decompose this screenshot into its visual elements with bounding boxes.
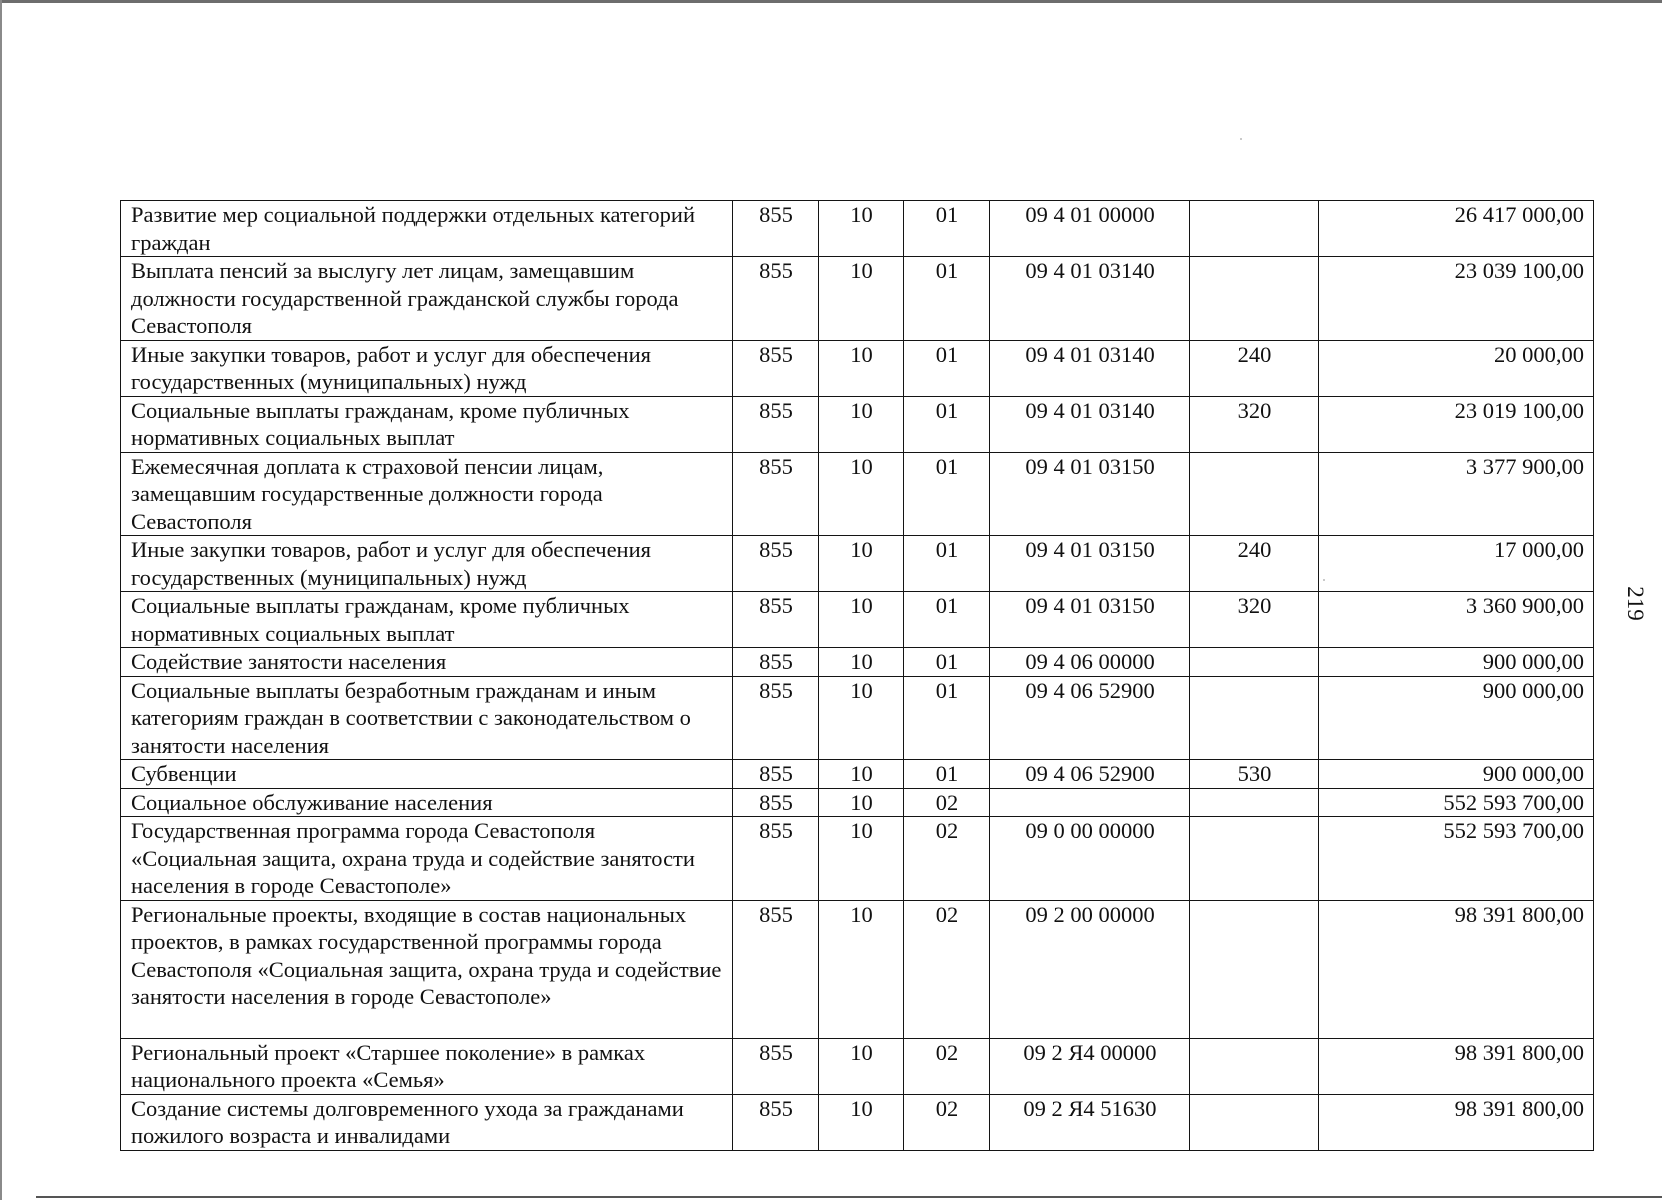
target-article-code: 09 2 Я4 00000: [990, 1038, 1190, 1094]
expense-type-code: [1190, 788, 1319, 817]
section-code: 10: [819, 1094, 904, 1150]
ministry-code: 855: [733, 396, 819, 452]
expense-name: Социальные выплаты безработным гражданам и иным категориям граждан в соответствии с законодательством о занятости населения: [121, 676, 733, 760]
expense-type-code: 320: [1190, 396, 1319, 452]
expense-type-code: 240: [1190, 340, 1319, 396]
target-article-code: 09 4 01 00000: [990, 201, 1190, 257]
ministry-code: 855: [733, 1094, 819, 1150]
target-article-code: 09 4 06 00000: [990, 648, 1190, 677]
subsection-code: 02: [904, 900, 990, 1038]
section-code: 10: [819, 201, 904, 257]
amount: 98 391 800,00: [1319, 1038, 1594, 1094]
section-code: 10: [819, 760, 904, 789]
amount: 900 000,00: [1319, 648, 1594, 677]
expense-name: Иные закупки товаров, работ и услуг для обеспечения государственных (муниципальных) нужд: [121, 340, 733, 396]
section-code: 10: [819, 592, 904, 648]
table-row: [121, 396, 1594, 452]
ministry-code: 855: [733, 760, 819, 789]
subsection-code: 02: [904, 788, 990, 817]
section-code: 10: [819, 536, 904, 592]
amount: 98 391 800,00: [1319, 900, 1594, 1038]
expense-name: Региональный проект «Старшее поколение» в рамках национального проекта «Семья»: [121, 1038, 733, 1094]
section-code: 10: [819, 676, 904, 760]
budget-table: [120, 200, 1594, 1151]
target-article-code: 09 4 06 52900: [990, 676, 1190, 760]
ministry-code: 855: [733, 817, 819, 901]
table-row: [121, 676, 1594, 760]
amount: 26 417 000,00: [1319, 201, 1594, 257]
page-number: 219: [1622, 586, 1648, 621]
section-code: 10: [819, 1038, 904, 1094]
target-article-code: 09 4 01 03140: [990, 340, 1190, 396]
scan-edge-top: [0, 0, 1662, 3]
target-article-code: 09 2 Я4 51630: [990, 1094, 1190, 1150]
subsection-code: 01: [904, 592, 990, 648]
ministry-code: 855: [733, 1038, 819, 1094]
expense-name: Создание системы долговременного ухода за гражданами пожилого возраста и инвалидами: [121, 1094, 733, 1150]
target-article-code: 09 0 00 00000: [990, 817, 1190, 901]
amount: 23 039 100,00: [1319, 257, 1594, 341]
amount: 552 593 700,00: [1319, 817, 1594, 901]
table-row: [121, 1094, 1594, 1150]
section-code: 10: [819, 900, 904, 1038]
subsection-code: 01: [904, 201, 990, 257]
expense-type-code: [1190, 676, 1319, 760]
expense-type-code: [1190, 817, 1319, 901]
expense-type-code: 320: [1190, 592, 1319, 648]
expense-type-code: [1190, 257, 1319, 341]
section-code: 10: [819, 788, 904, 817]
expense-type-code: [1190, 201, 1319, 257]
table-row: [121, 257, 1594, 341]
expense-type-code: 240: [1190, 536, 1319, 592]
subsection-code: 01: [904, 648, 990, 677]
ministry-code: 855: [733, 788, 819, 817]
table-row: [121, 592, 1594, 648]
subsection-code: 01: [904, 452, 990, 536]
table-row: [121, 1038, 1594, 1094]
expense-type-code: [1190, 1038, 1319, 1094]
expense-name: Социальные выплаты гражданам, кроме публичных нормативных социальных выплат: [121, 396, 733, 452]
target-article-code: 09 4 01 03140: [990, 396, 1190, 452]
amount: 900 000,00: [1319, 760, 1594, 789]
scan-edge-left: [0, 0, 2, 1200]
ministry-code: 855: [733, 452, 819, 536]
expense-name: Содействие занятости населения: [121, 648, 733, 677]
section-code: 10: [819, 452, 904, 536]
subsection-code: 02: [904, 1094, 990, 1150]
table-row: [121, 201, 1594, 257]
expense-name: Региональные проекты, входящие в состав национальных проектов, в рамках государственной программы города Севастополя «Социальная защита, охрана труда и содействие занятости населения в городе Севастополе»: [121, 900, 733, 1038]
section-code: 10: [819, 817, 904, 901]
ministry-code: 855: [733, 676, 819, 760]
scan-edge-bottom: [36, 1196, 1662, 1198]
scan-speck: [1240, 138, 1242, 140]
table-row: [121, 648, 1594, 677]
expense-name: Ежемесячная доплата к страховой пенсии лицам, замещавшим государственные должности города Севастополя: [121, 452, 733, 536]
target-article-code: 09 4 01 03150: [990, 452, 1190, 536]
ministry-code: 855: [733, 900, 819, 1038]
target-article-code: 09 4 01 03150: [990, 536, 1190, 592]
subsection-code: 01: [904, 257, 990, 341]
subsection-code: 01: [904, 760, 990, 789]
table-row: [121, 817, 1594, 901]
table-row: [121, 340, 1594, 396]
expense-name: Иные закупки товаров, работ и услуг для обеспечения государственных (муниципальных) нужд: [121, 536, 733, 592]
target-article-code: [990, 788, 1190, 817]
amount: 98 391 800,00: [1319, 1094, 1594, 1150]
target-article-code: 09 4 01 03140: [990, 257, 1190, 341]
ministry-code: 855: [733, 201, 819, 257]
ministry-code: 855: [733, 536, 819, 592]
subsection-code: 01: [904, 396, 990, 452]
table-row: [121, 452, 1594, 536]
expense-type-code: 530: [1190, 760, 1319, 789]
section-code: 10: [819, 396, 904, 452]
ministry-code: 855: [733, 648, 819, 677]
expense-type-code: [1190, 452, 1319, 536]
expense-name: Выплата пенсий за выслугу лет лицам, замещавшим должности государственной гражданской службы города Севастополя: [121, 257, 733, 341]
amount: 3 360 900,00: [1319, 592, 1594, 648]
expense-name: Социальные выплаты гражданам, кроме публичных нормативных социальных выплат: [121, 592, 733, 648]
subsection-code: 01: [904, 676, 990, 760]
ministry-code: 855: [733, 340, 819, 396]
subsection-code: 01: [904, 340, 990, 396]
ministry-code: 855: [733, 257, 819, 341]
target-article-code: 09 2 00 00000: [990, 900, 1190, 1038]
section-code: 10: [819, 648, 904, 677]
amount: 3 377 900,00: [1319, 452, 1594, 536]
section-code: 10: [819, 340, 904, 396]
amount: 17 000,00: [1319, 536, 1594, 592]
expense-name: Развитие мер социальной поддержки отдельных категорий граждан: [121, 201, 733, 257]
section-code: 10: [819, 257, 904, 341]
expense-type-code: [1190, 648, 1319, 677]
expense-name: Государственная программа города Севастополя «Социальная защита, охрана труда и содействие занятости населения в городе Севастополе»: [121, 817, 733, 901]
target-article-code: 09 4 06 52900: [990, 760, 1190, 789]
subsection-code: 01: [904, 536, 990, 592]
expense-name: Субвенции: [121, 760, 733, 789]
amount: 20 000,00: [1319, 340, 1594, 396]
amount: 900 000,00: [1319, 676, 1594, 760]
subsection-code: 02: [904, 1038, 990, 1094]
target-article-code: 09 4 01 03150: [990, 592, 1190, 648]
table-row: [121, 760, 1594, 789]
expense-type-code: [1190, 1094, 1319, 1150]
table-row: [121, 788, 1594, 817]
table-row: [121, 536, 1594, 592]
subsection-code: 02: [904, 817, 990, 901]
expense-name: Социальное обслуживание населения: [121, 788, 733, 817]
table-row: [121, 900, 1594, 1038]
expense-type-code: [1190, 900, 1319, 1038]
amount: 552 593 700,00: [1319, 788, 1594, 817]
amount: 23 019 100,00: [1319, 396, 1594, 452]
ministry-code: 855: [733, 592, 819, 648]
